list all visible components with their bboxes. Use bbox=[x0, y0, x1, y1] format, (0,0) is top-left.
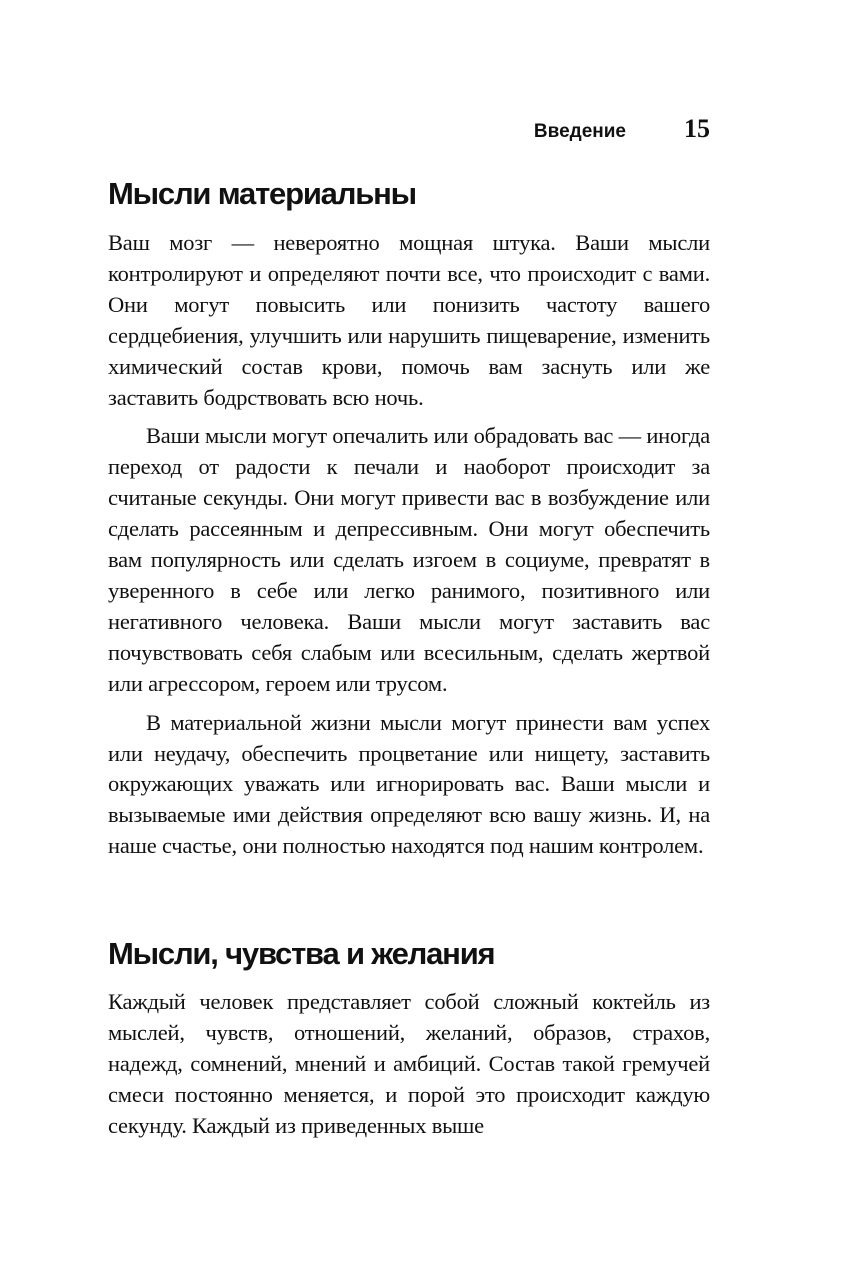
section-heading-thoughts-material: Мысли материальны bbox=[108, 176, 416, 211]
section-heading-thoughts-feelings-desires: Мысли, чувства и желания bbox=[108, 936, 495, 971]
running-head bbox=[534, 114, 710, 144]
paragraph: Ваши мысли могут опечалить или обрадовать вас — иногда переход от радости к печали и наоборот происходит за считаные секунды. Они могут привести вас в возбуждение или сделать рассеянным и депрессивным. Они могут обеспечить вам популярность или сделать изгоем в социуме, превратят в уверенного в себе или легко ранимого, позитивного или негативного человека. Ваши мысли могут заставить вас почувствовать себя слабым или всесильным, сделать жертвой или агрессором, героем или трусом. bbox=[108, 423, 710, 696]
section-body-thoughts-material bbox=[108, 228, 710, 862]
paragraph: Ваш мозг — невероятно мощная штука. Ваши мысли контролируют и определяют почти все, что происходит с вами. Они могут повысить или понизить частоту вашего сердцебиения, улучшить или нарушить пищеварение, изменить химический состав крови, помочь вам заснуть или же заставить бодрствовать всю ночь. bbox=[108, 230, 710, 410]
page-number: 15 bbox=[684, 114, 710, 143]
section-body-thoughts-feelings-desires bbox=[108, 987, 710, 1142]
paragraph: В материальной жизни мысли могут принести вам успех или неудачу, обеспечить процветание или нищету, заставить окружающих уважать или игнорировать вас. Ваши мысли и вызываемые ими действия определяют всю вашу жизнь. И, на наше счастье, они полностью находятся под нашим контролем. bbox=[108, 709, 710, 859]
paragraph: Каждый человек представляет собой сложный коктейль из мыслей, чувств, отношений, желаний, образов, страхов, надежд, сомнений, мнений и амбиций. Состав такой гремучей смеси постоянно меняется, и порой это происходит каждую секунду. Каждый из приведенных выше bbox=[108, 989, 710, 1138]
book-page bbox=[108, 0, 710, 1276]
running-title: Введение bbox=[533, 121, 626, 142]
